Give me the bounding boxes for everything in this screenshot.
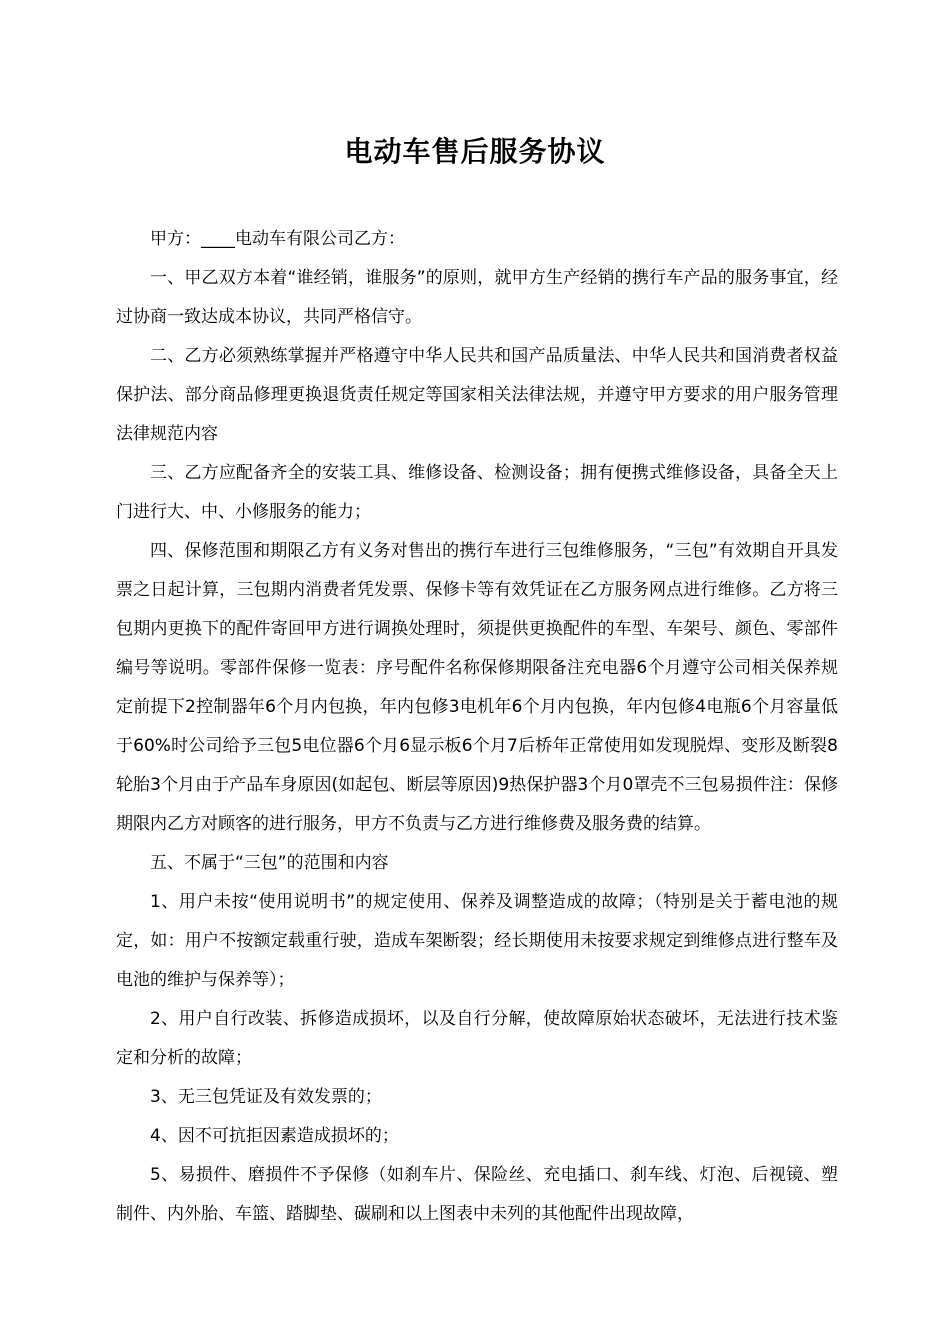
- document-body: [116, 220, 838, 1234]
- party-line: 甲方：____电动车有限公司乙方：: [150, 229, 405, 249]
- clause-1: 一、甲乙双方本着“谁经销，谁服务”的原则，就甲方生产经销的携行车产品的服务事宜，经过协商一致达成本协议，共同严格信守。: [116, 268, 838, 327]
- exclusion-item-5: 5、易损件、磨损件不予保修（如刹车片、保险丝、充电插口、刹车线、灯泡、后视镜、塑制件、内外胎、车篮、踏脚垫、碳刷和以上图表中未列的其他配件出现故障，: [116, 1165, 838, 1224]
- clause-3: 三、乙方应配备齐全的安装工具、维修设备、检测设备；拥有便携式维修设备，具备全天上门进行大、中、小修服务的能力；: [116, 463, 838, 522]
- clause-5-heading: 五、不属于“三包”的范围和内容: [150, 853, 389, 873]
- document-title: 电动车售后服务协议: [344, 135, 606, 168]
- exclusion-item-4: 4、因不可抗拒因素造成损坏的；: [150, 1126, 399, 1146]
- clause-4: 四、保修范围和期限乙方有义务对售出的携行车进行三包维修服务，“三包”有效期自开具发票之日起计算，三包期内消费者凭发票、保修卡等有效凭证在乙方服务网点进行维修。乙方将三包期内更换下的配件寄回甲方进行调换处理时，须提供更换配件的车型、车架号、颜色、零部件编号等说明。零部件保修一览表：序号配件名称保修期限备注充电器6个月遵守公司相关保养规定前提下2控制器年6个月内包换，年内包修3电机年6个月内包换，年内包修4电瓶6个月容量低于60%时公司给予三包5电位器6个月6显示板6个月7后桥年正常使用如发现脱焊、变形及断裂8轮胎3个月由于产品车身原因(如起包、断层等原因)9热保护器3个月0罩壳不三包易损件注：保修期限内乙方对顾客的进行服务，甲方不负责与乙方进行维修费及服务费的结算。: [116, 541, 838, 834]
- exclusion-item-2: 2、用户自行改装、拆修造成损坏，以及自行分解，使故障原始状态破坏，无法进行技术鉴定和分析的故障；: [116, 1009, 838, 1068]
- exclusion-item-3: 3、无三包凭证及有效发票的；: [150, 1087, 382, 1107]
- clause-2: 二、乙方必须熟练掌握并严格遵守中华人民共和国产品质量法、中华人民共和国消费者权益保护法、部分商品修理更换退货责任规定等国家相关法律法规，并遵守甲方要求的用户服务管理法律规范内容: [116, 346, 838, 444]
- exclusion-item-1: 1、用户未按“使用说明书”的规定使用、保养及调整造成的故障；（特别是关于蓄电池的规定，如：用户不按额定载重行驶，造成车架断裂；经长期使用未按要求规定到维修点进行整车及电池的维护与保养等）；: [116, 892, 838, 990]
